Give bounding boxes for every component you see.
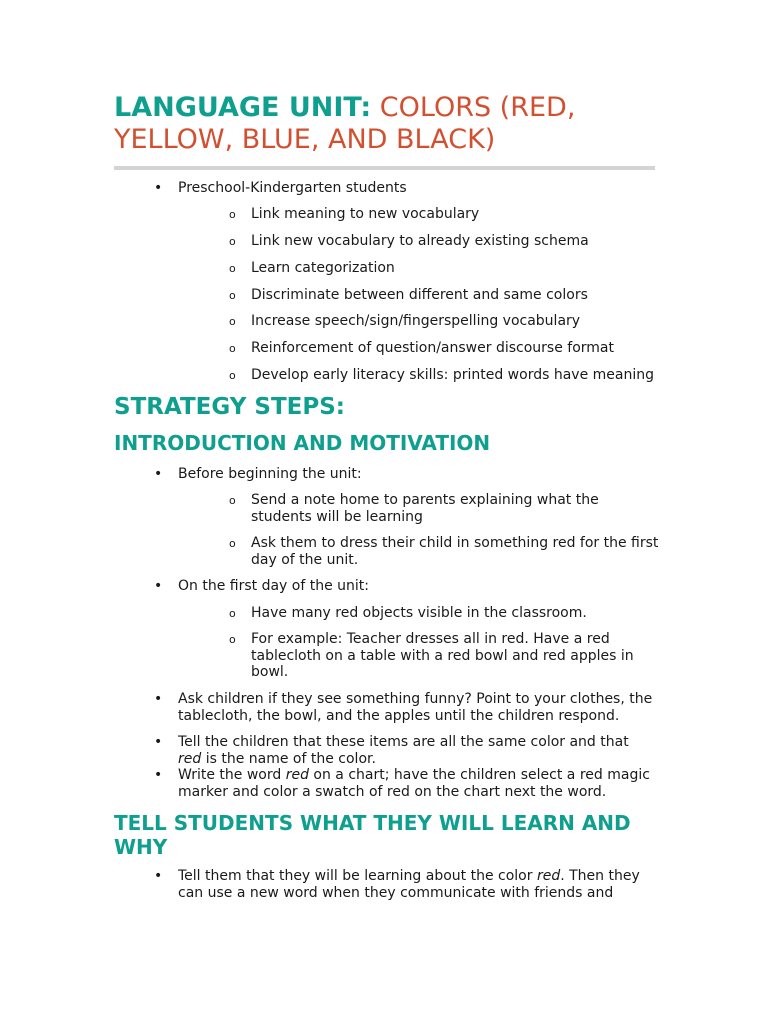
bullet-glyph: • [154,578,163,594]
sub-bullet-glyph: o [229,633,236,646]
learn-heading: TELL STUDENTS WHAT THEY WILL LEARN AND WHY [114,811,631,859]
sub-bullet-glyph: o [229,607,236,620]
tell-text-start: Tell the children that these items are all the same color and that [178,734,629,750]
goal-text: Learn categorization [251,260,395,276]
audience-label: Preschool-Kindergarten students [178,180,407,196]
sub-bullet-glyph: o [229,369,236,382]
bullet-glyph: • [154,180,163,196]
sub-bullet-glyph: o [229,494,236,507]
ask-text: Ask children if they see something funny? Point to your clothes, the tablecloth, the bowl, and the apples until the children respond. [178,691,653,724]
sub-bullet-glyph: o [229,289,236,302]
unit-title [114,92,674,156]
tell-text-end: is the name of the color. [201,750,376,767]
emphasis-word: red [536,868,561,884]
goal-text: Reinforcement of question/answer discourse format [251,340,614,356]
sub-bullet-glyph: o [229,342,236,355]
unit-title-lead: LANGUAGE UNIT: [114,92,372,123]
goal-text: Link meaning to new vocabulary [251,206,480,222]
bullet-glyph: • [154,868,163,884]
write-text [178,767,654,800]
first-day-item-text: Have many red objects visible in the classroom. [251,605,587,621]
goal-text: Link new vocabulary to already existing schema [251,233,589,249]
intro-heading: INTRODUCTION AND MOTIVATION [114,431,491,455]
unit-title-topic: COLORS (RED, YELLOW, BLUE, AND BLACK) [114,92,576,155]
goal-text: Discriminate between different and same colors [251,287,588,303]
before-label: Before beginning the unit: [178,466,362,482]
sub-bullet-glyph: o [229,537,236,550]
bullet-glyph: • [154,466,163,482]
emphasis-word: red [285,767,309,783]
before-item-text: Send a note home to parents explaining what the students will be learning [251,492,599,525]
bullet-glyph: • [154,767,163,783]
learn-text-start: Tell them that they will be learning about the color [178,868,537,884]
tell-text [178,734,654,767]
write-text-end: on a chart; have the children select a red magic marker and color a swatch of red on the chart next the word. [178,767,650,800]
first-day-item-text: For example: Teacher dresses all in red. Have a red tablecloth on a table with a red bowl and red apples in bowl. [251,631,634,680]
title-divider [114,166,655,170]
first-day-label: On the first day of the unit: [178,578,369,594]
goal-text: Increase speech/sign/fingerspelling vocabulary [251,313,581,329]
write-text-start: Write the word [178,767,286,783]
learn-text [178,868,654,901]
sub-bullet-glyph: o [229,235,236,248]
learn-text-end: . Then they can use a new word when they communicate with friends and [178,868,640,901]
bullet-glyph: • [154,691,163,707]
sub-bullet-glyph: o [229,262,236,275]
bullet-glyph: • [154,734,163,750]
sub-bullet-glyph: o [229,315,236,328]
emphasis-word: red [178,750,202,767]
strategy-heading: STRATEGY STEPS: [114,394,345,420]
before-item-text: Ask them to dress their child in something red for the first day of the unit. [251,535,659,568]
goal-text: Develop early literacy skills: printed words have meaning [251,367,654,383]
sub-bullet-glyph: o [229,208,236,221]
